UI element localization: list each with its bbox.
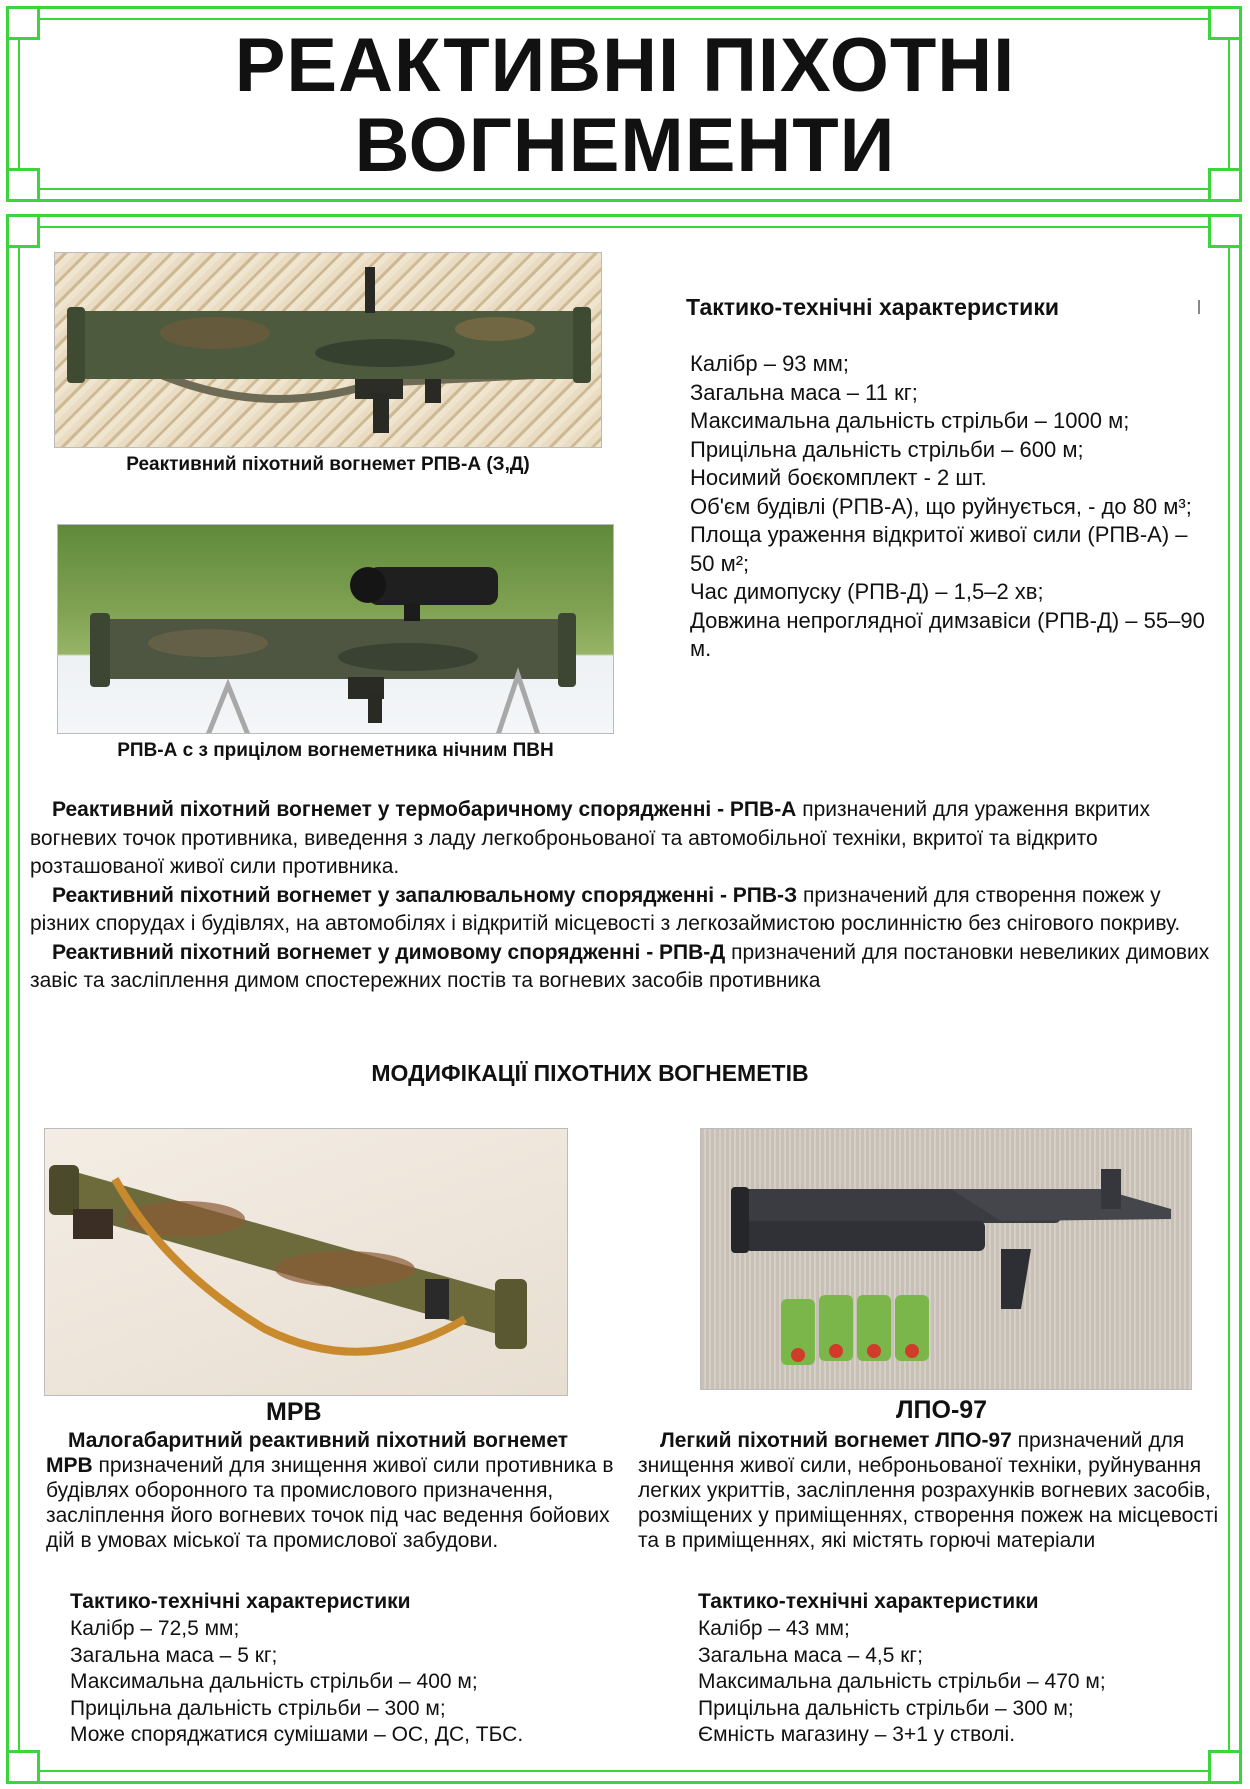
title-line-2: ВОГНЕМЕНТИ: [354, 103, 896, 188]
frame-corner: [6, 1750, 40, 1784]
description-text: призначений для створення пожеж у різних спорудах і будівлях, на автомобілях і відкритій місцевості з легкозаймистою рослинністю без снігового покриву.: [30, 883, 1181, 935]
spec-item: Прицільна дальність стрільби – 300 м;: [70, 1696, 446, 1720]
frame-corner: [6, 6, 40, 40]
page-title: [36, 23, 1214, 188]
spec-item: Калібр – 93 мм;: [690, 351, 850, 376]
lpo-97-description: [638, 1428, 1228, 1553]
photo-lpo-97: [700, 1128, 1192, 1390]
mrv-description: [46, 1428, 616, 1553]
spec-item: Загальна маса – 4,5 кг;: [698, 1643, 923, 1667]
mrv-launcher-image: [45, 1129, 568, 1396]
spec-item: Довжина непроглядної димзавіси (РПВ-Д) – 55–90 м.: [690, 607, 1205, 661]
photo-rpv-a-night-sight: [57, 524, 614, 734]
photo-rpv-a: [54, 252, 602, 448]
lpo-97-launcher-image: [701, 1129, 1192, 1390]
spec-item: Носимий боєкомплект - 2 шт.: [690, 465, 987, 490]
lpo-97-specs-list: [698, 1616, 1198, 1749]
mrv-specs-heading: Тактико-технічні характеристики: [70, 1590, 411, 1613]
photo-mrv: [44, 1128, 568, 1396]
description-paragraph: [30, 882, 1220, 939]
mrv-specs-list: [70, 1616, 630, 1749]
text-cursor-mark: [1198, 300, 1200, 314]
description-bold: Реактивний піхотний вогнемет у запалювальному спорядженні - РПВ-З: [52, 883, 798, 907]
description-paragraph: [30, 796, 1220, 882]
spec-item: Максимальна дальність стрільби – 400 м;: [70, 1670, 478, 1693]
lpo-97-specs-heading: Тактико-технічні характеристики: [698, 1590, 1039, 1613]
description-text: призначений для постановки невеликих димових завіс та засліплення димом спостережних постів та вогневих засобів противника: [30, 940, 1210, 992]
mrv-description-bold: Малогабаритний реактивний піхотний вогнемет МРВ: [46, 1429, 569, 1477]
spec-item: Прицільна дальність стрільби – 300 м;: [698, 1696, 1074, 1720]
specs-heading: Тактико-технічні характеристики: [686, 294, 1059, 320]
modifications-heading: МОДИФІКАЦІЇ ПІХОТНИХ ВОГНЕМЕТІВ: [371, 1060, 809, 1086]
spec-item: Час димопуску (РПВ-Д) – 1,5–2 хв;: [690, 579, 1044, 604]
spec-item: Загальна маса – 5 кг;: [70, 1643, 278, 1667]
lpo-97-description-text: призначений для знищення живої сили, неброньованої техніки, руйнування легких укриттів, засліплення розрахунків вогневих засобів, розміщених у приміщеннях, створення пожеж на місцевості та в приміщеннях, які містять горючі матеріали: [638, 1429, 1219, 1552]
frame-corner: [1208, 214, 1242, 248]
description-bold: Реактивний піхотний вогнемет у димовому спорядженні - РПВ-Д: [52, 940, 726, 964]
specs-list: [690, 350, 1210, 664]
photo2-caption: РПВ-А с з прицілом вогнеметника нічним ПВН: [117, 740, 554, 761]
spec-item: Максимальна дальність стрільби – 470 м;: [698, 1670, 1106, 1693]
mrv-caption: МРВ: [266, 1398, 322, 1426]
spec-item: Максимальна дальність стрільби – 1000 м;: [690, 408, 1130, 433]
description-text: призначений для ураження вкритих вогневих точок противника, виведення з ладу легкоброньованої та автомобільної техніки, вкритої та відкрито розташованої живої сили противника.: [30, 798, 1150, 878]
spec-item: Прицільна дальність стрільби – 600 м;: [690, 436, 1084, 462]
frame-corner: [6, 168, 40, 202]
frame-corner: [1208, 1750, 1242, 1784]
rpv-a-launcher-image: [55, 253, 602, 448]
description-bold: Реактивний піхотний вогнемет у термобаричному спорядженні - РПВ-А: [52, 798, 797, 821]
lpo-97-description-bold: Легкий піхотний вогнемет ЛПО-97: [660, 1429, 1012, 1452]
spec-item: Калібр – 43 мм;: [698, 1617, 850, 1640]
lpo-97-caption: ЛПО-97: [896, 1396, 988, 1424]
spec-item: Загальна маса – 11 кг;: [690, 379, 918, 405]
spec-item: Об'єм будівлі (РПВ-А), що руйнується, - до 80 м³;: [690, 493, 1192, 519]
frame-corner: [6, 214, 40, 248]
rpv-a-night-sight-image: [58, 525, 614, 734]
title-line-1: РЕАКТИВНІ ПІХОТНІ: [234, 23, 1016, 108]
description-block: [30, 796, 1220, 996]
spec-item: Калібр – 72,5 мм;: [70, 1617, 240, 1640]
spec-item: Може споряджатися сумішами – ОС, ДС, ТБС.: [70, 1723, 524, 1746]
mrv-description-text: призначений для знищення живої сили противника в будівлях оборонного та промислового призначення, засліплення його вогневих точок під час ведення бойових дій в умовах міської та промислової забудови.: [46, 1454, 614, 1552]
spec-item: Площа ураження відкритої живої сили (РПВ-А) – 50 м²;: [690, 522, 1188, 576]
spec-item: Ємність магазину – 3+1 у стволі.: [698, 1723, 1016, 1746]
photo1-caption: Реактивний піхотний вогнемет РПВ-А (З,Д): [126, 454, 530, 475]
description-paragraph: [30, 939, 1220, 996]
